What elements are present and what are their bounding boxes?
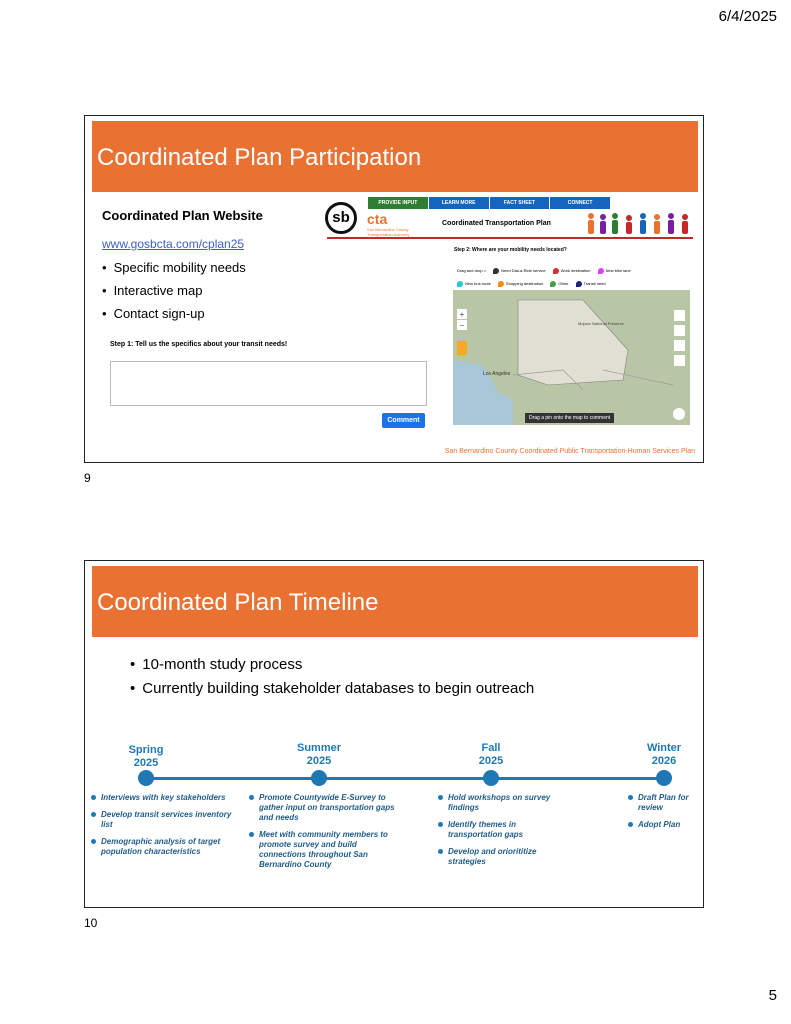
- nav-learn-more[interactable]: LEARN MORE: [429, 197, 490, 209]
- legend-item[interactable]: Need Dial-a-Ride service: [493, 268, 545, 273]
- pin-icon: [576, 281, 582, 287]
- feature-item: • Specific mobility needs: [102, 256, 246, 279]
- map-tooltip: Drag a pin onto the map to comment: [525, 413, 614, 423]
- slide-timeline: [84, 560, 704, 908]
- task-list: [438, 793, 568, 874]
- svg-text:Los Angeles: Los Angeles: [483, 371, 511, 377]
- nav-connect[interactable]: CONNECT: [550, 197, 611, 209]
- step1-label: Step 1: Tell us the specifics about your transit needs!: [110, 341, 288, 348]
- task-list: [628, 793, 700, 837]
- timeline-dot: [138, 770, 154, 786]
- timeline-dot: [483, 770, 499, 786]
- website-link[interactable]: www.gosbcta.com/cplan25: [102, 237, 245, 251]
- site-page-title: Coordinated Transportation Plan: [442, 220, 551, 227]
- summary-list: [130, 653, 534, 701]
- svg-text:−: −: [459, 321, 465, 330]
- slide-title: Coordinated Plan Participation: [97, 144, 422, 171]
- header-divider: [327, 237, 693, 239]
- legend-intro: Drag and drop >: [457, 268, 487, 273]
- feature-item: • Interactive map: [102, 279, 246, 302]
- cta-logo-subtitle: San Bernardino County Transportation Authority: [367, 227, 410, 237]
- timeline-season: Fall 2025: [478, 742, 504, 767]
- nav-fact-sheet[interactable]: FACT SHEET: [490, 197, 551, 209]
- nav-provide-input[interactable]: PROVIDE INPUT: [368, 197, 429, 209]
- pin-icon: [598, 268, 604, 274]
- task-item: Promote Countywide E-Survey to gather input on transportation gaps and needs: [249, 793, 399, 823]
- pin-legend: [457, 264, 693, 290]
- task-item: Develop and oriorititize strategies: [438, 847, 568, 867]
- pin-icon: [493, 268, 499, 274]
- task-item: Draft Plan for review: [628, 793, 700, 813]
- task-item: Meet with community members to promote survey and build connections throughout San Bernardino County: [249, 830, 399, 870]
- task-item: Interviews with key stakeholders: [91, 793, 241, 803]
- svg-text:Mojave National Preserve: Mojave National Preserve: [578, 321, 624, 326]
- timeline-dot: [311, 770, 327, 786]
- sb-logo: sb: [325, 202, 357, 234]
- slide-title-banner: [92, 566, 698, 637]
- summary-item: • 10-month study process: [130, 653, 534, 677]
- slide-number: 10: [84, 916, 98, 930]
- summary-item: • Currently building stakeholder databases to begin outreach: [130, 677, 534, 701]
- svg-text:+: +: [459, 310, 465, 319]
- legend-item[interactable]: Other: [550, 281, 568, 286]
- slide-footer: San Bernardino County Coordinated Public Transportation-Human Services Plan: [444, 448, 695, 455]
- step2-label: Step 2: Where are your mobility needs located?: [454, 247, 567, 253]
- slide-participation: [84, 115, 704, 463]
- task-list: [249, 793, 399, 877]
- legend-item[interactable]: Transit need: [576, 281, 606, 286]
- timeline-season: Spring 2025: [128, 744, 164, 769]
- website-heading: Coordinated Plan Website: [102, 208, 263, 223]
- slide-title: Coordinated Plan Timeline: [97, 589, 379, 616]
- task-item: Identify themes in transportation gaps: [438, 820, 568, 840]
- cta-logo-text: cta: [367, 211, 388, 227]
- comment-button[interactable]: Comment: [382, 413, 425, 428]
- site-nav: [368, 197, 611, 209]
- task-list: [91, 793, 241, 864]
- task-item: Hold workshops on survey findings: [438, 793, 568, 813]
- transit-needs-textarea[interactable]: [110, 361, 427, 406]
- page-number: 5: [768, 987, 777, 1004]
- legend-item[interactable]: Shopping destination: [498, 281, 543, 286]
- timeline-season: Winter 2026: [646, 742, 682, 767]
- timeline-line: [146, 777, 666, 780]
- timeline-season: Summer 2025: [296, 742, 342, 767]
- slide-number: 9: [84, 471, 91, 485]
- slide-title-banner: [92, 121, 698, 192]
- people-illustration: [585, 212, 693, 236]
- feature-list: [102, 256, 246, 325]
- interactive-map[interactable]: [453, 290, 690, 425]
- pin-icon: [498, 281, 504, 287]
- print-date: 6/4/2025: [718, 8, 777, 25]
- pin-icon: [457, 281, 463, 287]
- pin-icon: [553, 268, 559, 274]
- legend-item[interactable]: New bike lane: [598, 268, 631, 273]
- legend-item[interactable]: New bus route: [457, 281, 491, 286]
- task-item: Demographic analysis of target population characteristics: [91, 837, 241, 857]
- feature-item: • Contact sign-up: [102, 302, 246, 325]
- timeline-dot: [656, 770, 672, 786]
- pin-icon: [550, 281, 556, 287]
- task-item: Develop transit services inventory list: [91, 810, 241, 830]
- task-item: Adopt Plan: [628, 820, 700, 830]
- legend-item[interactable]: Work destination: [553, 268, 591, 273]
